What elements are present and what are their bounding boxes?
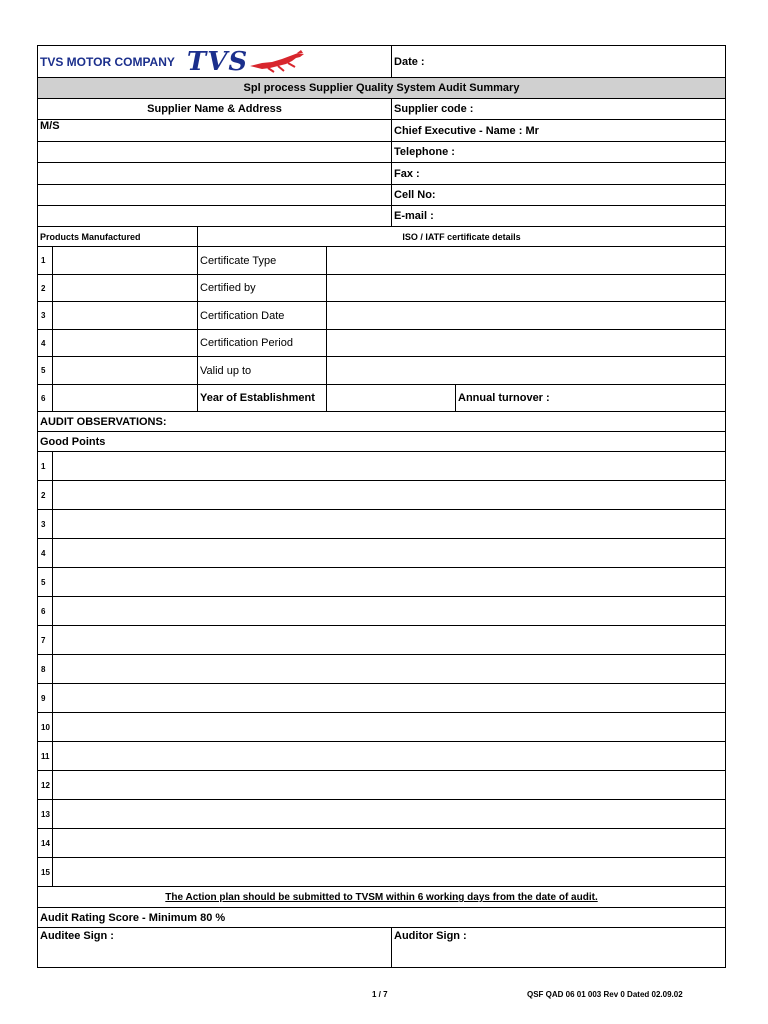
good-point-row	[38, 829, 726, 858]
good-point-row	[38, 655, 726, 684]
product-field[interactable]	[53, 357, 198, 385]
good-point-field[interactable]	[53, 597, 726, 626]
address-line-field[interactable]	[38, 163, 392, 185]
cert-row	[38, 302, 726, 330]
cert-value-field[interactable]	[327, 247, 726, 275]
good-point-row	[38, 684, 726, 713]
good-point-field[interactable]	[53, 684, 726, 713]
row-number: 3	[38, 302, 53, 330]
row-number: 8	[38, 655, 53, 684]
good-points-list	[38, 452, 726, 887]
product-field[interactable]	[53, 302, 198, 330]
good-point-field[interactable]	[53, 655, 726, 684]
good-point-field[interactable]	[53, 539, 726, 568]
good-point-row	[38, 742, 726, 771]
row-number: 6	[38, 385, 53, 412]
cert-value-field[interactable]	[327, 275, 726, 302]
supplier-code-field[interactable]: Supplier code :	[392, 99, 726, 120]
row-number: 13	[38, 800, 53, 829]
cert-value-field[interactable]	[327, 302, 726, 330]
good-point-field[interactable]	[53, 771, 726, 800]
product-field[interactable]	[53, 275, 198, 302]
address-line-field[interactable]	[38, 185, 392, 206]
good-point-field[interactable]	[53, 829, 726, 858]
horse-logo-icon	[248, 50, 308, 74]
product-field[interactable]	[53, 247, 198, 275]
good-point-row	[38, 539, 726, 568]
address-line-field[interactable]	[38, 142, 392, 163]
auditor-sign-label: Auditor Sign :	[394, 930, 467, 942]
tvs-logo-text: TVS	[186, 46, 249, 77]
auditor-sign-field[interactable]	[392, 928, 726, 968]
cert-value-field[interactable]	[327, 357, 726, 385]
good-point-row	[38, 771, 726, 800]
date-field[interactable]: Date :	[392, 46, 726, 78]
row-number: 10	[38, 713, 53, 742]
row-number: 6	[38, 597, 53, 626]
row-number: 9	[38, 684, 53, 713]
row-number: 2	[38, 275, 53, 302]
good-point-row	[38, 481, 726, 510]
row-number: 12	[38, 771, 53, 800]
products-manufactured-header: Products Manufactured	[38, 227, 198, 247]
cert-label: Certificate Type	[198, 247, 327, 275]
page-number: 1 / 7	[372, 990, 388, 999]
good-point-row	[38, 452, 726, 481]
good-point-field[interactable]	[53, 452, 726, 481]
annual-turnover-field[interactable]: Annual turnover :	[456, 385, 726, 412]
cert-row	[38, 247, 726, 275]
address-line-field[interactable]	[38, 206, 392, 227]
row-number: 2	[38, 481, 53, 510]
product-field[interactable]	[53, 385, 198, 412]
year-establishment-field[interactable]	[327, 385, 456, 412]
good-point-row	[38, 800, 726, 829]
cert-row	[38, 275, 726, 302]
document-reference: QSF QAD 06 01 003 Rev 0 Dated 02.09.02	[527, 990, 683, 999]
good-point-row	[38, 626, 726, 655]
row-number: 7	[38, 626, 53, 655]
form-table	[37, 45, 726, 968]
year-establishment-label: Year of Establishment	[198, 385, 327, 412]
cert-label: Certification Period	[198, 330, 327, 357]
good-point-row	[38, 597, 726, 626]
cert-label: Certification Date	[198, 302, 327, 330]
cert-label: Certified by	[198, 275, 327, 302]
good-point-row	[38, 858, 726, 887]
row-number: 3	[38, 510, 53, 539]
establishment-row	[38, 385, 726, 412]
telephone-field[interactable]: Telephone :	[392, 142, 726, 163]
row-number: 1	[38, 247, 53, 275]
row-number: 4	[38, 330, 53, 357]
chief-executive-field[interactable]: Chief Executive - Name : Mr	[392, 120, 726, 142]
good-point-row	[38, 568, 726, 597]
fax-field[interactable]: Fax :	[392, 163, 726, 185]
good-point-field[interactable]	[53, 742, 726, 771]
row-number: 4	[38, 539, 53, 568]
row-number: 15	[38, 858, 53, 887]
email-field[interactable]: E-mail :	[392, 206, 726, 227]
cert-row	[38, 357, 726, 385]
row-number: 5	[38, 357, 53, 385]
audit-form	[37, 45, 725, 968]
cert-label: Valid up to	[198, 357, 327, 385]
good-point-field[interactable]	[53, 858, 726, 887]
good-point-field[interactable]	[53, 713, 726, 742]
product-field[interactable]	[53, 330, 198, 357]
cell-no-field[interactable]: Cell No:	[392, 185, 726, 206]
good-point-field[interactable]	[53, 626, 726, 655]
good-point-row	[38, 713, 726, 742]
auditee-sign-field[interactable]: Auditee Sign :	[38, 928, 392, 968]
good-point-field[interactable]	[53, 481, 726, 510]
company-name: TVS MOTOR COMPANY	[40, 54, 175, 69]
audit-rating-score: Audit Rating Score - Minimum 80 %	[38, 908, 726, 928]
supplier-name-header: Supplier Name & Address	[38, 99, 392, 120]
company-header-cell	[38, 46, 392, 78]
audit-observations-label: AUDIT OBSERVATIONS:	[38, 412, 726, 432]
good-points-label: Good Points	[38, 432, 726, 452]
good-point-field[interactable]	[53, 510, 726, 539]
action-plan-note: The Action plan should be submitted to TVSM within 6 working days from the date of audit.	[165, 892, 598, 903]
form-title: Spl process Supplier Quality System Audit Summary	[38, 78, 726, 99]
good-point-field[interactable]	[53, 800, 726, 829]
iso-certificate-header: ISO / IATF certificate details	[198, 227, 726, 247]
supplier-ms-field[interactable]: M/S	[38, 120, 392, 142]
row-number: 1	[38, 452, 53, 481]
cert-value-field[interactable]	[327, 330, 726, 357]
row-number: 14	[38, 829, 53, 858]
good-point-row	[38, 510, 726, 539]
row-number: 5	[38, 568, 53, 597]
good-point-field[interactable]	[53, 568, 726, 597]
action-plan-note-cell	[38, 887, 726, 908]
row-number: 11	[38, 742, 53, 771]
cert-row	[38, 330, 726, 357]
